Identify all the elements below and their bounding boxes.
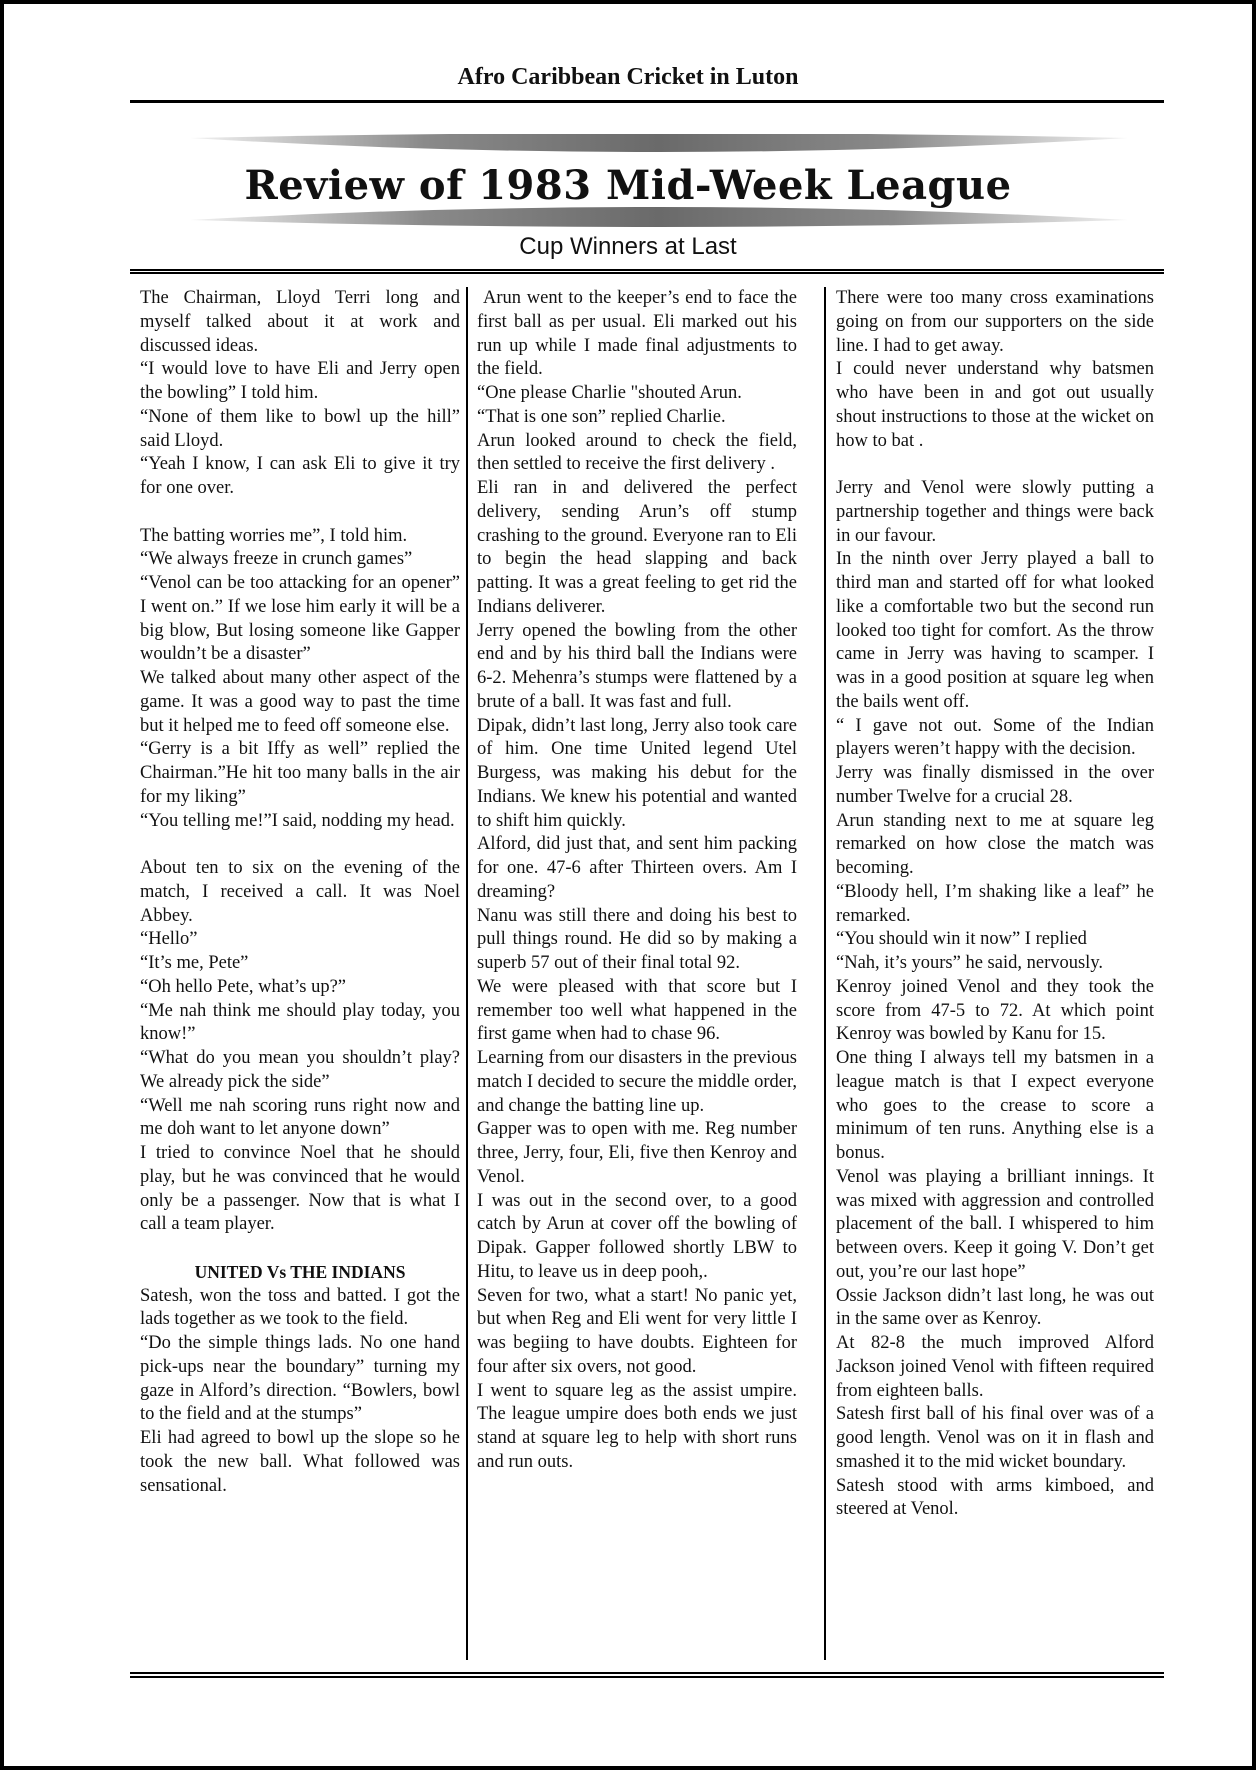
paragraph: “Bloody hell, I’m shaking like a leaf” he remarked. xyxy=(836,881,1154,926)
column-2 xyxy=(477,287,797,1660)
paragraph: We talked about many other aspect of the game. It was a good way to past the time but it helped me to feed off someone else. xyxy=(140,668,460,736)
column-divider-1 xyxy=(466,287,468,1660)
column-1 xyxy=(140,287,460,1660)
paragraph: “That is one son” replied Charlie. xyxy=(477,406,726,427)
paragraph: Seven for two, what a start! No panic yet, but when Reg and Eli went for very little I was begiing to have doubts. Eighteen for four after six overs, not good. xyxy=(477,1285,797,1377)
paragraph: “Hello” xyxy=(140,929,198,950)
paragraph: I was out in the second over, to a good catch by Arun at cover off the bowling of Dipak. Gapper followed shortly LBW to Hitu, to leave us in deep pooh,. xyxy=(477,1190,797,1282)
paragraph: In the ninth over Jerry played a ball to third man and started off for what looked like a comfortable two but the second run looked too tight for comfort. As the throw came in Jerry was having to scamper. I was in a good position at square leg when the bails went off. xyxy=(836,549,1154,712)
section-heading: UNITED Vs THE INDIANS xyxy=(194,1261,406,1282)
paragraph: Arun went to the keeper’s end to face the first ball as per usual. Eli marked out his run up while I made final adjustments to the field. xyxy=(477,288,797,380)
paragraph: “Gerry is a bit Iffy as well” replied the Chairman.”He hit too many balls in the air for my liking” xyxy=(140,739,460,807)
paragraph: Eli had agreed to bowl up the slope so he took the new ball. What followed was sensational. xyxy=(140,1428,460,1496)
paragraph: “Oh hello Pete, what’s up?” xyxy=(140,976,347,997)
paragraph: Venol was playing a brilliant innings. It was mixed with aggression and controlled placement of the ball. I whispered to him between overs. Keep it going V. Don’t get out, you’re our last hope” xyxy=(836,1166,1154,1282)
paragraph: “ I gave not out. Some of the Indian players weren’t happy with the decision. xyxy=(836,715,1154,760)
paragraph: Alford, did just that, and sent him packing for one. 47-6 after Thirteen overs. Am I dreaming? xyxy=(477,834,797,902)
paragraph: Satesh first ball of his final over was of a good length. Venol was on it in flash and smashed it to the mid wicket boundary. xyxy=(836,1404,1154,1472)
paragraph: “You telling me!”I said, nodding my head. xyxy=(140,810,455,831)
article-title: Review of 1983 Mid-Week League xyxy=(244,162,1012,209)
footer-double-rule xyxy=(130,1672,1164,1678)
paragraph: The Chairman, Lloyd Terri long and myself talked about it at work and discussed ideas. xyxy=(140,288,460,356)
paragraph: Jerry and Venol were slowly putting a partnership together and things were back in our favour. xyxy=(836,478,1154,546)
running-header: Afro Caribbean Cricket in Luton xyxy=(457,64,799,90)
paragraph: “One please Charlie "shouted Arun. xyxy=(477,383,742,403)
paragraph: About ten to six on the evening of the match, I received a call. It was Noel Abbey. xyxy=(140,858,460,926)
paragraph: Nanu was still there and doing his best to pull things round. He did so by making a superb 57 out of their final total 92. xyxy=(477,905,797,973)
paragraph: One thing I always tell my batsmen in a league match is that I expect everyone who goes to the crease to score a minimum of ten runs. Anything else is a bonus. xyxy=(836,1048,1154,1163)
paragraph: At 82-8 the much improved Alford Jackson joined Venol with fifteen required from eighteen balls. xyxy=(836,1333,1154,1401)
paragraph: Gapper was to open with me. Reg number three, Jerry, four, Eli, five then Kenroy and Venol. xyxy=(477,1119,797,1187)
paragraph: We were pleased with that score but I remember too well what happened in the first game when had to chase 96. xyxy=(477,976,797,1045)
header-rule xyxy=(130,100,1164,103)
paragraph: I tried to convince Noel that he should play, but he was convinced that he would only be a passenger. Now that is what I call a team player. xyxy=(140,1143,460,1235)
paragraph: “We always freeze in crunch games” xyxy=(140,549,413,570)
paragraph-gap xyxy=(836,453,1154,477)
paragraph: Kenroy joined Venol and they took the score from 47-5 to 72. At which point Kenroy was bowled by Kanu for 15. xyxy=(836,976,1154,1045)
paragraph: Dipak, didn’t last long, Jerry also took care of him. One time United legend Utel Burgess, was making his debut for the Indians. We knew his potential and wanted to shift him quickly. xyxy=(477,715,797,831)
paragraph: “Yeah I know, I can ask Eli to give it try for one over. xyxy=(140,454,460,498)
paragraph: The batting worries me”, I told him. xyxy=(140,525,408,546)
paragraph: “Do the simple things lads. No one hand pick-ups near the boundary” turning my gaze in Alford’s direction. “Bowlers, bowl to the field and at the stumps” xyxy=(140,1333,460,1425)
paragraph-gap xyxy=(140,1237,460,1261)
paragraph: “Well me nah scoring runs right now and me doh want to let anyone down” xyxy=(140,1095,460,1140)
paragraph-gap xyxy=(140,833,460,857)
column-3 xyxy=(836,287,1154,1660)
article-columns xyxy=(130,287,1164,1660)
paragraph: Jerry opened the bowling from the other end and by his third ball the Indians were 6-2. Mehenra’s stumps were flattened by a brute of a ball. It was fast and full. xyxy=(477,620,797,712)
article-subtitle: Cup Winners at Last xyxy=(519,233,737,260)
paragraph: “Me nah think me should play today, you know!” xyxy=(140,1000,460,1045)
paragraph: “Venol can be too attacking for an opener” I went on.” If we lose him early it will be a big blow, But losing someone like Gapper wouldn’t be a disaster” xyxy=(140,573,460,665)
paragraph: “I would love to have Eli and Jerry open the bowling” I told him. xyxy=(140,359,460,403)
paragraph: “Nah, it’s yours” he said, nervously. xyxy=(836,953,1103,973)
paragraph: Eli ran in and delivered the perfect delivery, sending Arun’s off stump crashing to the ground. Everyone ran to Eli to begin the head slapping and back patting. It was a great feeling to get rid the Indians deliverer. xyxy=(477,478,797,617)
paragraph: Satesh stood with arms kimboed, and steered at Venol. xyxy=(836,1475,1154,1520)
paragraph: “It’s me, Pete” xyxy=(140,953,249,973)
paragraph: Jerry was finally dismissed in the over number Twelve for a crucial 28. xyxy=(836,763,1154,807)
paragraph: “None of them like to bowl up the hill” said Lloyd. xyxy=(140,406,460,451)
paragraph: I went to square leg as the assist umpire. The league umpire does both ends we just stand at square leg to help with short runs and run outs. xyxy=(477,1380,797,1472)
paragraph: There were too many cross examinations going on from our supporters on the side line. I had to get away. xyxy=(836,288,1154,356)
paragraph: Learning from our disasters in the previous match I decided to secure the middle order, and change the batting line up. xyxy=(477,1048,797,1116)
title-double-rule xyxy=(130,269,1164,274)
paragraph: I could never understand why batsmen who have been in and got out usually shout instructions to those at the wicket on how to bat . xyxy=(836,359,1154,451)
paragraph: “What do you mean you shouldn’t play? We already pick the side” xyxy=(140,1048,460,1092)
paragraph-gap xyxy=(140,501,460,525)
paragraph: Ossie Jackson didn’t last long, he was out in the same over as Kenroy. xyxy=(836,1285,1154,1330)
paragraph: “You should win it now” I replied xyxy=(836,929,1087,950)
paragraph: Satesh, won the toss and batted. I got the lads together as we took to the field. xyxy=(140,1285,460,1330)
column-divider-2 xyxy=(824,287,826,1660)
paragraph: Arun looked around to check the field, then settled to receive the first delivery . xyxy=(477,430,797,475)
paragraph: Arun standing next to me at square leg remarked on how close the match was becoming. xyxy=(836,810,1154,878)
